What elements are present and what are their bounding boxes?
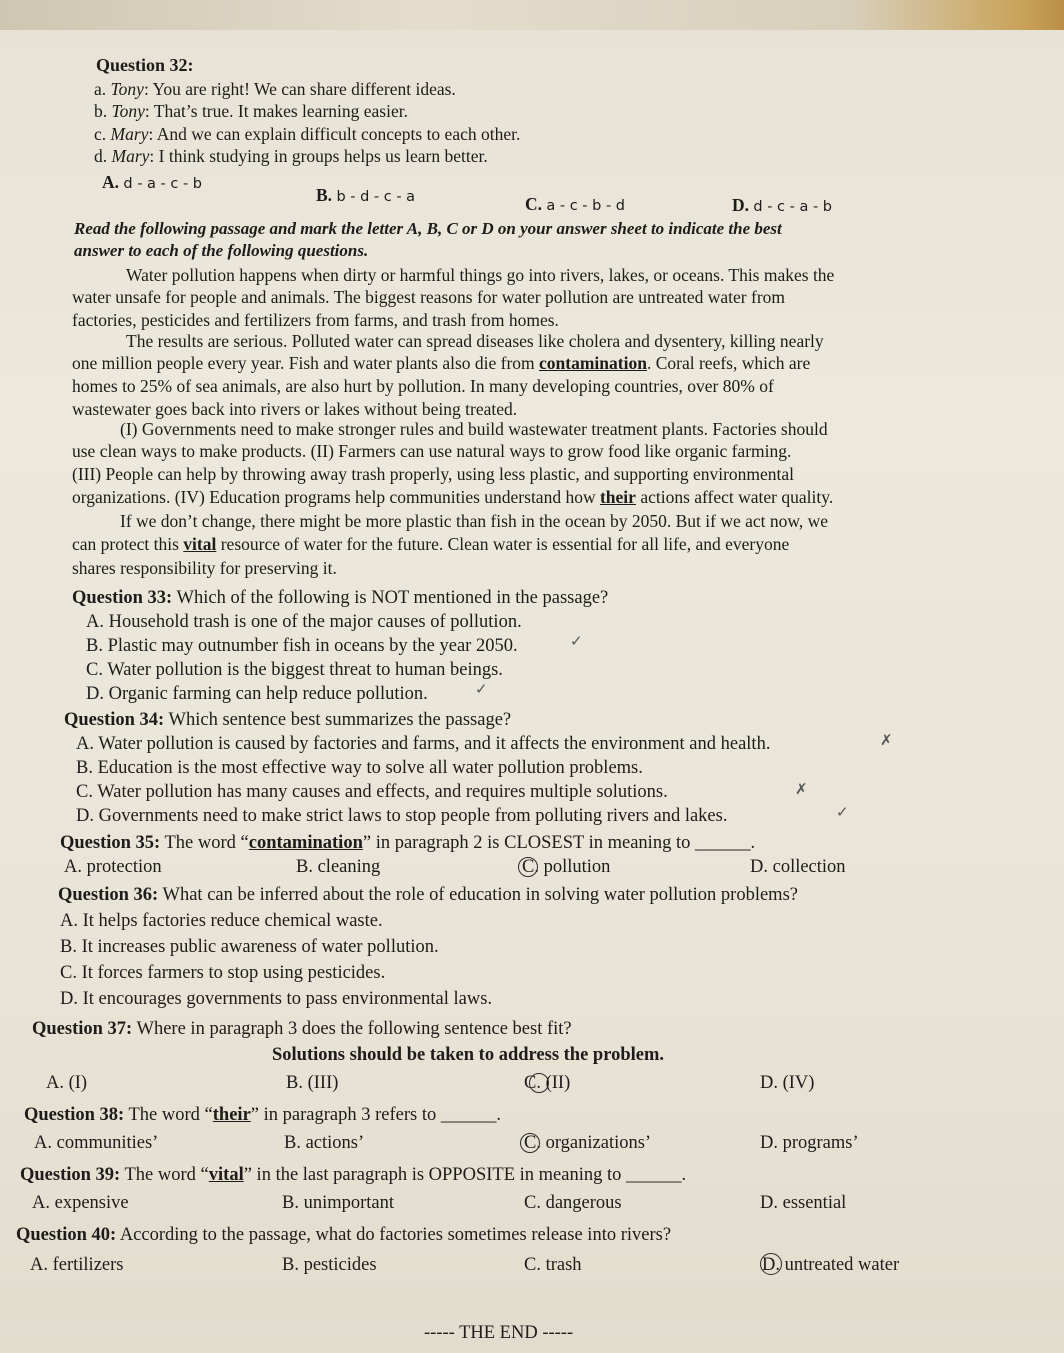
q32-b-label: b.	[94, 101, 112, 121]
q37-option-a[interactable]: A. (I)	[46, 1073, 88, 1093]
q32-option-c-text: a - c - b - d	[546, 198, 626, 214]
q38-option-c[interactable]: C. organizations’	[524, 1133, 652, 1153]
q32-option-b-letter: B.	[316, 185, 333, 205]
q32-a-label: a.	[94, 79, 111, 99]
q33-label: Question 33:	[72, 588, 173, 608]
q38-blank: ______	[440, 1105, 497, 1125]
q32-b-text: : That’s true. It makes learning easier.	[144, 101, 408, 121]
q37-label: Question 37:	[32, 1019, 133, 1039]
passage-p4-line-2-post: resource of water for the future. Clean water is essential for all life, and everyone	[216, 534, 790, 554]
passage-word-vital: vital	[183, 534, 217, 554]
q35-blank: ______	[694, 833, 751, 853]
q37-stem	[32, 1018, 572, 1040]
q34-label: Question 34:	[64, 710, 165, 730]
q35-label: Question 35:	[60, 833, 161, 853]
passage-p3-line-2: use clean ways to make products. (II) Farmers can use natural ways to grow food like organic farming.	[72, 441, 792, 461]
q35-option-d[interactable]: D. collection	[750, 857, 846, 877]
q33-option-c[interactable]: C. Water pollution is the biggest threat to human beings.	[86, 660, 503, 680]
q32-c-label: c.	[94, 124, 111, 144]
q40-option-c[interactable]: C. trash	[524, 1255, 582, 1275]
q37-option-b[interactable]: B. (III)	[286, 1073, 339, 1093]
answer-circle-mark	[760, 1253, 782, 1275]
q40-option-b[interactable]: B. pesticides	[282, 1255, 377, 1275]
q34-option-b[interactable]: B. Education is the most effective way to solve all water pollution problems.	[76, 758, 643, 778]
passage-p4-line-3: shares responsibility for preserving it.	[72, 558, 337, 578]
passage-p1-line-1: Water pollution happens when dirty or harmful things go into rivers, lakes, or oceans. This makes the	[126, 265, 835, 285]
q32-option-a-letter: A.	[102, 172, 120, 192]
passage-p2-line-4: wastewater goes back into rivers or lakes without being treated.	[72, 399, 518, 419]
check-mark-icon: ✓	[475, 680, 488, 698]
q35-word: contamination	[248, 833, 363, 853]
q39-text-pre: The word “	[120, 1165, 209, 1185]
q35-end: .	[750, 833, 756, 853]
check-mark-icon: ✓	[570, 632, 583, 650]
q32-d-speaker: Mary	[111, 146, 150, 166]
passage-p3-line-1: (I) Governments need to make stronger rules and build wastewater treatment plants. Factories should	[120, 419, 828, 439]
q36-text: What can be inferred about the role of education in solving water pollution problems?	[158, 885, 798, 905]
q32-option-a[interactable]	[102, 171, 202, 195]
passage-p2-line-1: The results are serious. Polluted water can spread diseases like cholera and dysentery, killing nearly	[126, 331, 824, 351]
q38-option-a[interactable]: A. communities’	[34, 1133, 159, 1153]
q37-sentence: Solutions should be taken to address the problem.	[272, 1045, 665, 1065]
passage-p2-line-2-pre: one million people every year. Fish and water plants also die from	[72, 353, 540, 373]
q33-option-d[interactable]: D. Organic farming can help reduce pollution.	[86, 684, 428, 704]
q40-text: According to the passage, what do factories sometimes release into rivers?	[116, 1225, 672, 1245]
q36-label: Question 36:	[58, 885, 159, 905]
q37-text: Where in paragraph 3 does the following sentence best fit?	[132, 1019, 572, 1039]
q39-option-d[interactable]: D. essential	[760, 1193, 847, 1213]
q35-option-c[interactable]: C. pollution	[522, 857, 611, 877]
q33-text: Which of the following is NOT mentioned in the passage?	[172, 588, 609, 608]
q32-line-c	[94, 123, 520, 145]
passage-p4-line-2	[72, 533, 789, 555]
q39-end: .	[681, 1165, 687, 1185]
passage-p2-line-2-post: . Coral reefs, which are	[646, 353, 811, 373]
q39-word: vital	[208, 1165, 244, 1185]
q32-option-d[interactable]	[732, 194, 832, 218]
passage-p3-line-4-post: actions affect water quality.	[635, 487, 834, 507]
q36-option-b[interactable]: B. It increases public awareness of water pollution.	[60, 937, 439, 957]
passage-word-their: their	[599, 487, 636, 507]
q37-option-c[interactable]: C. (II)	[524, 1073, 571, 1093]
q38-end: .	[496, 1105, 501, 1125]
q32-c-speaker: Mary	[110, 124, 149, 144]
q35-option-a[interactable]: A. protection	[64, 857, 162, 877]
q40-stem	[16, 1224, 671, 1246]
passage-p2-line-2	[72, 352, 810, 374]
q32-title: Question 32:	[96, 55, 194, 75]
passage-p4-line-2-pre: can protect this	[72, 534, 184, 554]
q32-d-text: : I think studying in groups helps us learn better.	[149, 146, 488, 166]
q38-text-post: ” in paragraph 3 refers to	[250, 1105, 441, 1125]
check-mark-icon: ✓	[836, 803, 849, 821]
q38-stem	[24, 1104, 501, 1126]
answer-circle-mark	[520, 1133, 540, 1153]
q32-line-b	[94, 100, 408, 122]
q34-stem	[64, 709, 511, 731]
q38-option-d[interactable]: D. programs’	[760, 1133, 859, 1153]
q32-line-a	[94, 78, 456, 100]
q32-d-label: d.	[94, 146, 112, 166]
q35-text-post: ” in paragraph 2 is CLOSEST in meaning to	[362, 833, 695, 853]
q34-option-c[interactable]: C. Water pollution has many causes and effects, and requires multiple solutions.	[76, 782, 668, 802]
instruction-line-2: answer to each of the following questions.	[74, 241, 369, 260]
q40-option-d[interactable]: D. untreated water	[762, 1255, 900, 1275]
q32-b-speaker: Tony	[111, 101, 145, 121]
q36-option-c[interactable]: C. It forces farmers to stop using pesticides.	[60, 963, 386, 983]
passage-p3-line-4-pre: organizations. (IV) Education programs help communities understand how	[72, 487, 600, 507]
q35-option-b[interactable]: B. cleaning	[296, 857, 381, 877]
q38-word: their	[212, 1105, 251, 1125]
the-end-footer: ----- THE END -----	[424, 1323, 574, 1343]
q39-option-c[interactable]: C. dangerous	[524, 1193, 622, 1213]
cross-mark-icon: ✗	[880, 731, 893, 749]
q33-stem	[72, 587, 608, 609]
q40-label: Question 40:	[16, 1225, 117, 1245]
q39-text-post: ” in the last paragraph is OPPOSITE in meaning to	[243, 1165, 626, 1185]
q38-label: Question 38:	[24, 1105, 125, 1125]
cross-mark-icon: ✗	[795, 780, 808, 798]
passage-p3-line-4	[72, 486, 833, 508]
q32-option-a-text: d - a - c - b	[123, 176, 203, 192]
q32-option-b[interactable]	[316, 184, 415, 208]
q39-blank: ______	[626, 1165, 682, 1185]
q38-text-pre: The word “	[124, 1105, 213, 1125]
q40-option-a[interactable]: A. fertilizers	[30, 1255, 124, 1275]
q34-option-d[interactable]: D. Governments need to make strict laws to stop people from polluting rivers and lakes.	[76, 806, 728, 826]
q36-option-d[interactable]: D. It encourages governments to pass environmental laws.	[60, 989, 493, 1009]
q37-option-d[interactable]: D. (IV)	[760, 1073, 815, 1093]
q32-option-c-letter: C.	[525, 194, 543, 214]
passage-word-contamination: contamination	[539, 353, 647, 373]
instruction-line-1: Read the following passage and mark the letter A, B, C or D on your answer sheet to indicate the best	[74, 219, 782, 238]
q39-label: Question 39:	[20, 1165, 121, 1185]
q35-stem	[60, 832, 755, 854]
answer-circle-mark	[518, 857, 538, 877]
q39-option-b[interactable]: B. unimportant	[282, 1193, 395, 1213]
q32-option-d-letter: D.	[732, 195, 750, 215]
passage-p4-line-1: If we don’t change, there might be more plastic than fish in the ocean by 2050. But if we act now, we	[120, 511, 829, 531]
q35-text-pre: The word “	[160, 833, 249, 853]
q32-a-text: : You are right! We can share different ideas.	[143, 79, 456, 99]
q34-option-a[interactable]: A. Water pollution is caused by factories and farms, and it affects the environment and health.	[76, 734, 771, 754]
answer-circle-mark	[529, 1073, 549, 1093]
q38-option-b[interactable]: B. actions’	[284, 1133, 365, 1153]
passage-p1-line-3: factories, pesticides and fertilizers from farms, and trash from homes.	[72, 310, 559, 330]
q32-a-speaker: Tony	[110, 79, 144, 99]
q39-stem	[20, 1164, 686, 1186]
q32-line-d	[94, 145, 488, 167]
q32-c-text: : And we can explain difficult concepts to each other.	[148, 124, 521, 144]
q32-option-c[interactable]	[525, 193, 625, 217]
q32-option-d-text: d - c - a - b	[753, 199, 833, 215]
q36-stem	[58, 884, 798, 906]
passage-p3-line-3: (III) People can help by throwing away trash properly, using less plastic, and supporting environmental	[72, 464, 795, 484]
q33-option-b[interactable]: B. Plastic may outnumber fish in oceans by the year 2050.	[86, 636, 518, 656]
q34-text: Which sentence best summarizes the passage?	[164, 710, 512, 730]
q33-option-a[interactable]: A. Household trash is one of the major causes of pollution.	[86, 612, 522, 632]
passage-p2-line-3: homes to 25% of sea animals, are also hurt by pollution. In many developing countries, over 80% of	[72, 376, 774, 396]
q32-option-b-text: b - d - c - a	[336, 189, 416, 205]
q39-option-a[interactable]: A. expensive	[32, 1193, 129, 1213]
q36-option-a[interactable]: A. It helps factories reduce chemical waste.	[60, 911, 383, 931]
passage-p1-line-2: water unsafe for people and animals. The biggest reasons for water pollution are untreated water from	[72, 287, 786, 307]
